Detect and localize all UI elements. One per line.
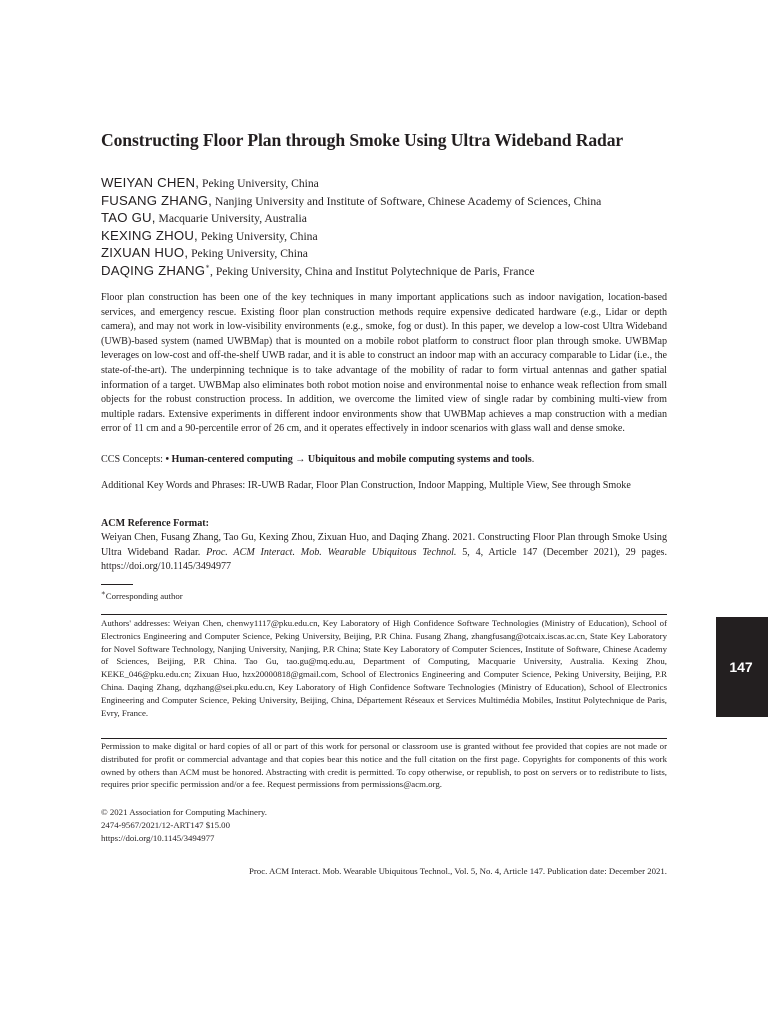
author-name: ZIXUAN HUO, bbox=[101, 245, 189, 261]
permission-notice: Permission to make digital or hard copies of all or part of this work for personal or classroom use is granted without fee provided that copies are not made or distributed for profit or commercial advantage and that copies bear this notice and the full citation on the first page. Copyrights for components of this work owned by others than ACM must be honored. Abstracting with credit is permitted. To copy otherwise, or republish, to post on servers or to redistribute to lists, requires prior specific permission and/or a fee. Request permissions from permissions@acm.org. bbox=[101, 741, 667, 790]
copyright-line: © 2021 Association for Computing Machinery. bbox=[101, 807, 267, 817]
author-entry bbox=[101, 262, 667, 280]
author-entry bbox=[101, 192, 667, 210]
ccs-label: CCS Concepts: bbox=[101, 454, 166, 465]
publication-info bbox=[101, 806, 267, 844]
paper-title: Constructing Floor Plan through Smoke Using Ultra Wideband Radar bbox=[101, 130, 624, 150]
keywords: Additional Key Words and Phrases: IR-UWB Radar, Floor Plan Construction, Indoor Mapping, Multiple View, See through Smoke bbox=[101, 480, 631, 491]
author-affiliation: Nanjing University and Institute of Software, Chinese Academy of Sciences, China bbox=[212, 194, 602, 208]
author-affiliation: Peking University, China bbox=[197, 229, 318, 243]
author-name: DAQING ZHANG bbox=[101, 262, 206, 278]
doi-line: https://doi.org/10.1145/3494977 bbox=[101, 832, 215, 843]
ccs-concept-list: • Human-centered computing → Ubiquitous and mobile computing systems and tools bbox=[165, 454, 532, 465]
footnote-divider bbox=[101, 584, 133, 585]
acm-reference-details: 5, 4, Article 147 (December 2021), 29 pages. https://doi.org/10.1145/3494977 bbox=[101, 546, 667, 573]
author-name: WEIYAN CHEN, bbox=[101, 175, 200, 190]
author-affiliation: , Peking University, China and Institut Polytechnique de Paris, France bbox=[210, 264, 535, 278]
article-number: 147 bbox=[729, 659, 753, 675]
author-entry bbox=[101, 209, 667, 227]
ccs-concepts bbox=[101, 453, 667, 468]
page-footer: Proc. ACM Interact. Mob. Wearable Ubiquitous Technol., Vol. 5, No. 4, Article 147. Publication date: December 2021. bbox=[248, 866, 667, 876]
ccs-end: . bbox=[531, 454, 535, 465]
acm-reference-heading: ACM Reference Format: bbox=[101, 518, 209, 529]
author-affiliation: Peking University, China bbox=[188, 247, 308, 261]
author-affiliation: Peking University, China bbox=[199, 177, 319, 190]
author-entry bbox=[101, 174, 667, 192]
permission-divider bbox=[101, 738, 667, 739]
corresponding-author-note bbox=[101, 590, 183, 602]
corresponding-marker: ∗ bbox=[101, 589, 106, 598]
corresponding-marker: ∗ bbox=[205, 262, 211, 271]
acm-reference-text: Weiyan Chen, Fusang Zhang, Tao Gu, Kexing Zhou, Zixuan Huo, and Daqing Zhang. 2021. Constructing Floor Plan through Smoke Using Ultra Wideband Radar. bbox=[101, 532, 667, 558]
article-number-tab bbox=[716, 617, 768, 717]
authors-addresses: Authors' addresses: Weiyan Chen, chenwy1117@pku.edu.cn, Key Laboratory of High Confidence Software Technologies (Ministry of Education), School of Electronics Engineering and Computer Science, Peking University, Beijing, P.R China. Fusang Zhang, zhangfusang@otcaix.iscas.ac.cn, State Key Laboratory for Novel Software Technology, Nanjing University, Nanjing, P.R China; State Key Laboratory of Computer Sciences, Institute of Software, Chinese Academy of Sciences, Beijing, P.R China. Tao Gu, tao.gu@mq.edu.au, Department of Computing, Macquarie University, Australia. Kexing Zhou, KEKE_046@pku.edu.cn; Zixuan Huo, hzx20000818@gmail.com, School of Electronics Engineering and Computer Science, Peking University, Beijing, P.R China. Daqing Zhang, dqzhang@sei.pku.edu.cn, Key Laboratory of High Confidence Software Technologies (Ministry of Education), School of Electronics Engineering and Computer Science, Peking University, Beijing, China, Département Réseaux et Services Multimédia Mobiles, Institut Polytechnique de Paris, Evry, France. bbox=[101, 618, 667, 718]
abstract: Floor plan construction has been one of the key techniques in many important applications such as indoor navigation, location-based services, and emergency rescue. Existing floor plan construction methods require expensive dedicated hardware (e.g., Lidar or depth camera), and may not work in low-visibility environments (e.g., smoke, fog or dust). In this paper, we develop a low-cost Ultra Wideband (UWB)-based system (named UWBMap) that is mounted on a mobile robot platform to construct floor plan through smoke. UWBMap leverages on low-cost and off-the-shelf UWB radar, and it is able to construct an indoor map with an accuracy comparable to Lidar (i.e., the state-of-the-art). The underpinning technique is to take advantage of the mobility of radar to form virtual antennas and gather spatial information of a target. UWBMap also eliminates both robot motion noise and environmental noise to enhance weak reflection from small objects for the robust construction process. In addition, we overcome the limited view of single radar by combining multi-view from multiple radars. Extensive experiments in different indoor environments show that UWBMap achieves a map construction with a median error of 11 cm and a 90-percentile error of 26 cm, and it operates effectively in indoor scenarios with glass wall and dense smoke. bbox=[101, 292, 667, 435]
corresponding-text: Corresponding author bbox=[105, 591, 183, 601]
acm-reference-journal: Proc. ACM Interact. Mob. Wearable Ubiquitous Technol. bbox=[206, 546, 457, 558]
addresses-divider bbox=[101, 614, 667, 615]
author-affiliation: Macquarie University, Australia bbox=[155, 212, 307, 226]
acm-reference bbox=[101, 531, 667, 575]
author-name: KEXING ZHOU, bbox=[101, 227, 198, 243]
author-name: TAO GU, bbox=[101, 210, 156, 226]
author-list bbox=[101, 174, 667, 280]
author-entry bbox=[101, 244, 667, 262]
author-name: FUSANG ZHANG, bbox=[101, 192, 213, 208]
issn-line: 2474-9567/2021/12-ART147 $15.00 bbox=[101, 819, 230, 830]
author-entry bbox=[101, 227, 667, 245]
